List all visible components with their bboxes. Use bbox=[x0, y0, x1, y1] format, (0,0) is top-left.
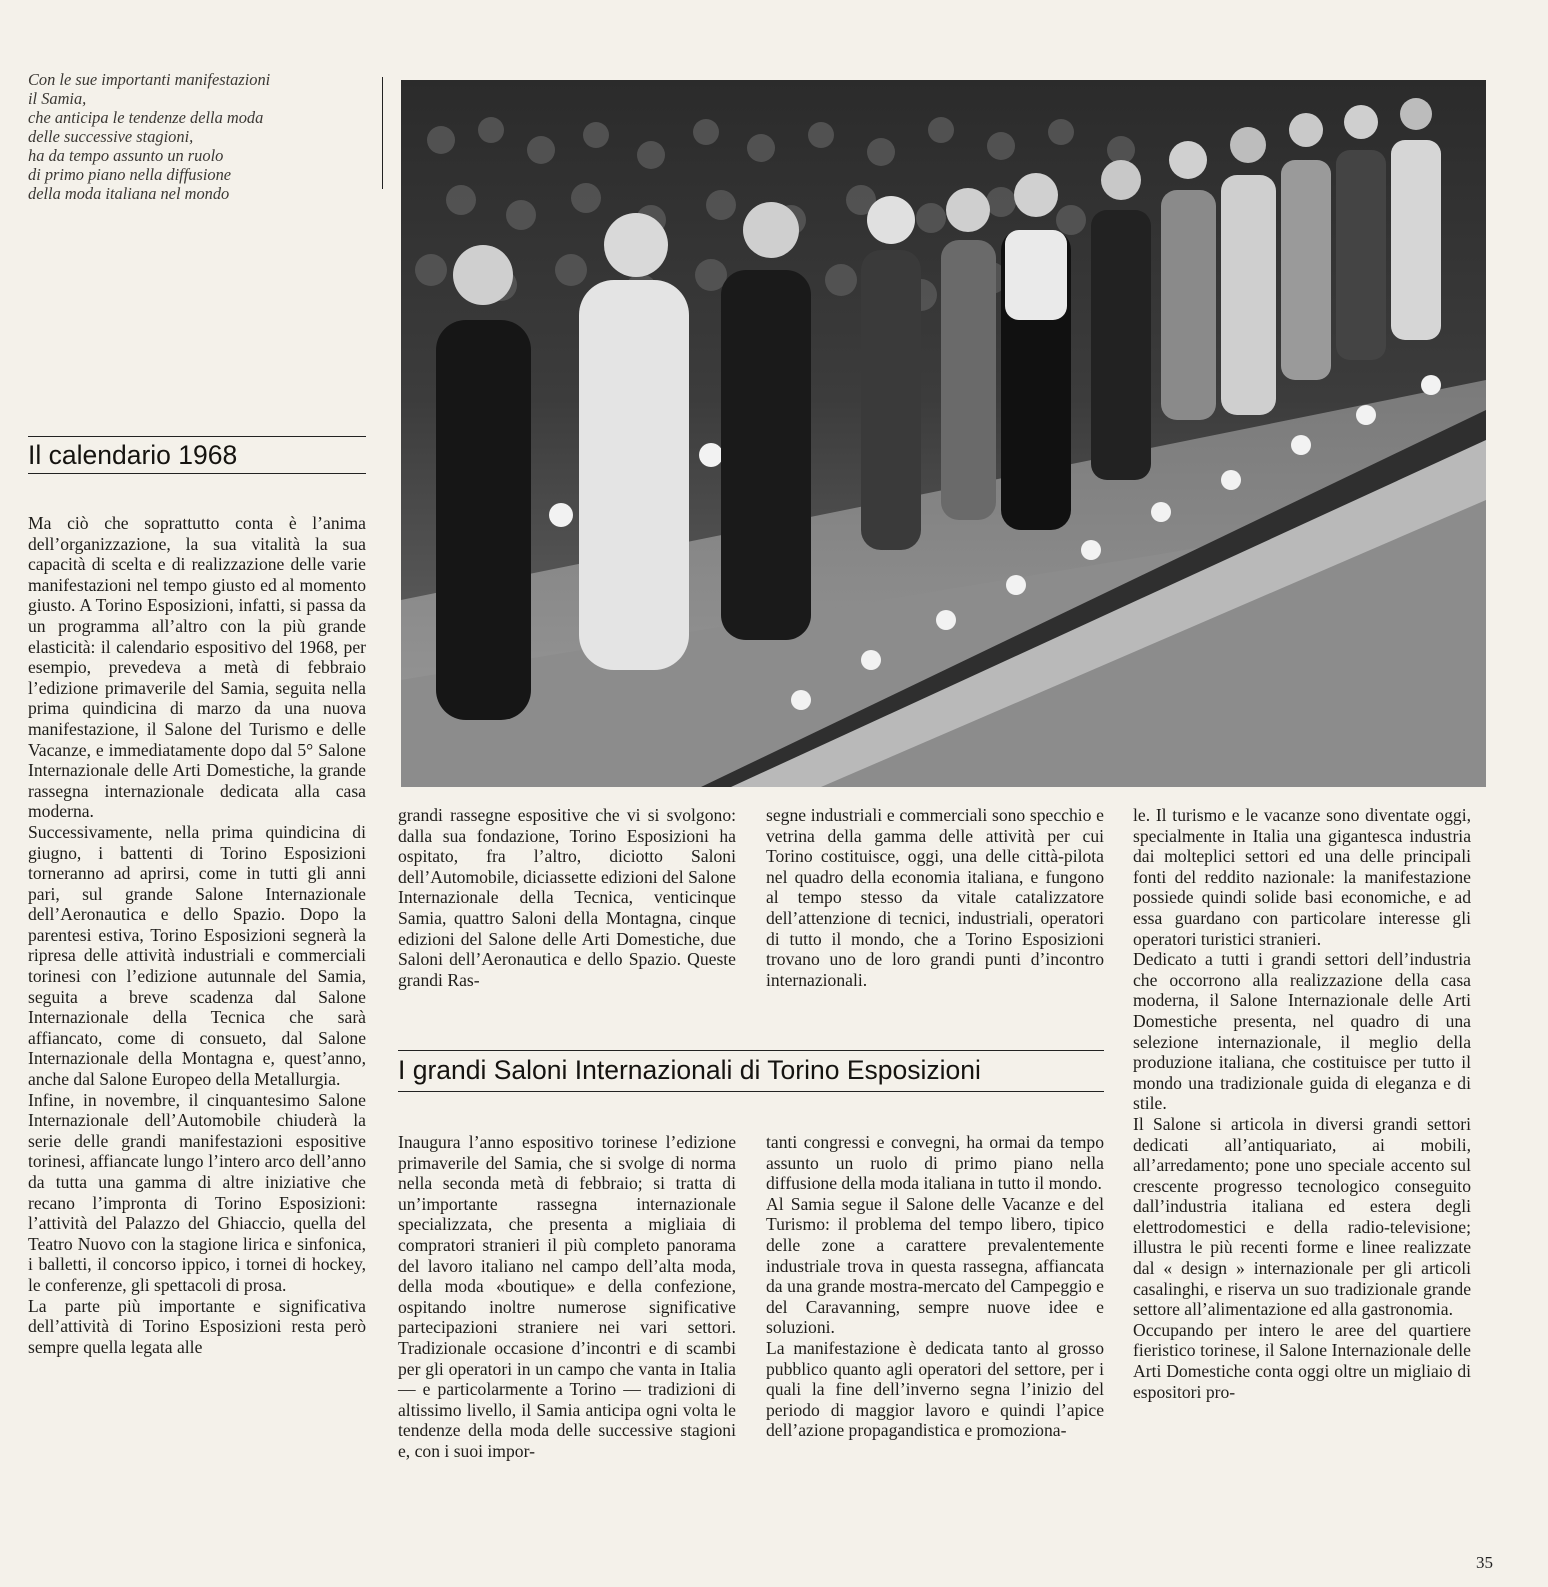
paragraph: le. Il turismo e le vacanze sono diventate oggi, specialmente in Italia una gigantesca industria dai molteplici settori ed una delle principali fonti del reddito nazionale: la manifestazione possiede quindi solide basi economiche, e ad essa guardano con particolare interesse gli operatori turistici stranieri. bbox=[1133, 805, 1471, 949]
caption-line: che anticipa le tendenze della moda bbox=[28, 108, 264, 127]
paragraph: Inaugura l’anno espositivo torinese l’edizione primaverile del Samia, che si svolge di norma nella seconda metà di febbraio; si tratta di un’importante rassegna internazionale specializzata, che presenta a migliaia di compratori stranieri il più completo panorama del lavoro italiano nel campo dell’alta moda, della moda «boutique» e della confezione, ospitando inoltre numerose significative partecipazioni straniere nei vari settori. Tradizionale occasione d’incontri e di scambi per gli operatori in un campo che vanta in Italia — e particolarmente a Torino — tradizioni di altissimo livello, il Samia anticipa ogni volta le tendenze della moda delle successive stagioni e, con i suoi impor- bbox=[398, 1132, 736, 1461]
photo-caption bbox=[28, 70, 358, 203]
paragraph: Infine, in novembre, il cinquantesimo Salone Internazionale dell’Automobile chiuderà la serie delle grandi manifestazioni espositive torinesi, affiancate lungo l’intero arco dell’anno da tutta una gamma di altre iniziative che recano l’impronta di Torino Esposizioni: l’attività del Palazzo del Ghiaccio, quella del Teatro Nuovo con la stagione lirica e sinfonica, i balletti, il concorso ippico, i tornei di hockey, le conferenze, gli spettacoli di prosa. bbox=[28, 1089, 366, 1295]
section-heading-saloni: I grandi Saloni Internazionali di Torino Esposizioni bbox=[398, 1055, 981, 1085]
paragraph: Successivamente, nella prima quindicina di giugno, i battenti di Torino Esposizioni torneranno ad aprirsi, come in tutti gli anni pari, sul grande Salone Internazionale dell’Aeronautica e dello Spazio. Dopo la parentesi estiva, Torino Esposizioni segnerà la ripresa delle attività industriali e commerciali torinesi con l’edizione autunnale del Samia, seguita a breve scadenza dal Salone Internazionale della Tecnica che sarà affiancato, come di consueto, dal Salone Internazionale della Montagna e, quest’anno, anche dal Salone Europeo della Metallurgia. bbox=[28, 821, 366, 1090]
paragraph: Dedicato a tutti i grandi settori dell’industria che occorrono alla realizzazione della casa moderna, il Salone Internazionale delle Arti Domestiche presenta, nel quadro di una selezione internazionale, il meglio della produzione italiana, che costituisce per tutto il mondo una tradizionale guida di eleganza e di stile. bbox=[1133, 949, 1471, 1114]
paragraph: segne industriali e commerciali sono specchio e vetrina della gamma delle attività per cui Torino costituisce, oggi, una delle città-pilota nel quadro della economia italiana, e fungono al tempo stesso da vitale catalizzatore dell’attenzione di tecnici, industriali, operatori di tutto il mondo, che a Torino Esposizioni trovano uno de loro grandi punti d’incontro internazionali. bbox=[766, 805, 1104, 990]
heading-rule-top bbox=[28, 436, 366, 437]
text-column-1 bbox=[28, 513, 366, 1357]
paragraph: Ma ciò che soprattutto conta è l’anima dell’organizzazione, la sua vitalità la sua capacità di scelta e di realizzazione delle varie manifestazioni nel tempo giusto ed al momento giusto. A Torino Esposizioni, infatti, si passa da un programma all’altro con la più grande elasticità: il calendario espositivo del 1968, per esempio, prevedeva a metà di febbraio l’edizione primaverile del Samia, seguita nella prima quindicina di marzo da una nuova manifestazione, il Salone del Turismo e delle Vacanze, e immediatamente dopo dal 5° Salone Internazionale delle Arti Domestiche, la grande rassegna internazionale dedicata alla casa moderna. bbox=[28, 513, 366, 822]
caption-line: della moda italiana nel mondo bbox=[28, 184, 230, 203]
text-column-4 bbox=[1133, 805, 1471, 1402]
caption-line: di primo piano nella diffusione bbox=[28, 165, 232, 184]
caption-divider bbox=[382, 77, 383, 189]
page-number: 35 bbox=[1476, 1553, 1493, 1572]
heading-rule-bottom bbox=[28, 473, 366, 474]
caption-line: il Samia, bbox=[28, 89, 87, 108]
paragraph: La manifestazione è dedicata tanto al grosso pubblico quanto agli operatori del settore, per i quali la fine dell’inverno segna l’inizio del periodo di maggior lavoro e quindi l’apice dell’azione propagandistica e promoziona- bbox=[766, 1337, 1104, 1441]
text-column-2-lower bbox=[398, 1132, 736, 1462]
paragraph: Al Samia segue il Salone delle Vacanze e del Turismo: il problema del tempo libero, tipico delle zone a carattere prevalentemente industriale trova in questa rassegna, affiancata da una grande mostra-mercato del Campeggio e del Caravanning, sempre nuove idee e soluzioni. bbox=[766, 1193, 1104, 1338]
heading-rule-top bbox=[398, 1050, 1104, 1051]
paragraph: tanti congressi e convegni, ha ormai da tempo assunto un ruolo di primo piano nella diffusione della moda italiana in tutto il mondo. bbox=[766, 1132, 1104, 1194]
heading-rule-bottom bbox=[398, 1091, 1104, 1092]
caption-line: Con le sue importanti manifestazioni bbox=[28, 70, 271, 89]
caption-line: delle successive stagioni, bbox=[28, 127, 194, 146]
paragraph: Il Salone si articola in diversi grandi settori dedicati all’antiquariato, ai mobili, all’arredamento; pone uno speciale accento sul crescente progresso tecnologico conseguito dall’industria italiana ed estera degli elettrodomestici e della radio-televisione; illustra le più recenti forme e linee realizzate dal « design » internazionale per gli articoli casalinghi, e riserva un suo tradizionale grande settore all’alimentazione ed alla gastronomia. bbox=[1133, 1113, 1471, 1320]
paragraph: Occupando per intero le aree del quartiere fieristico torinese, il Salone Internazionale delle Arti Domestiche conta oggi oltre un migliaio di espositori pro- bbox=[1133, 1319, 1471, 1402]
fashion-show-photo bbox=[401, 80, 1486, 787]
section-heading-calendar: Il calendario 1968 bbox=[28, 440, 238, 470]
paragraph: grandi rassegne espositive che vi si svolgono: dalla sua fondazione, Torino Esposizioni ha ospitato, fra l’altro, diciotto Saloni dell’Automobile, diciassette edizioni del Salone Internazionale della Tecnica, venticinque Samia, quattro Saloni della Montagna, cinque edizioni del Salone delle Arti Domestiche, due Saloni dell’Aeronautica e dello Spazio. Queste grandi Ras- bbox=[398, 805, 736, 990]
paragraph: La parte più importante e significativa dell’attività di Torino Esposizioni resta però sempre quella legata alle bbox=[28, 1295, 366, 1357]
runway-illustration bbox=[401, 80, 1486, 787]
caption-line: ha da tempo assunto un ruolo bbox=[28, 146, 224, 165]
text-column-3-upper bbox=[766, 805, 1104, 990]
text-column-3-lower bbox=[766, 1132, 1104, 1441]
text-column-2-upper bbox=[398, 805, 736, 990]
